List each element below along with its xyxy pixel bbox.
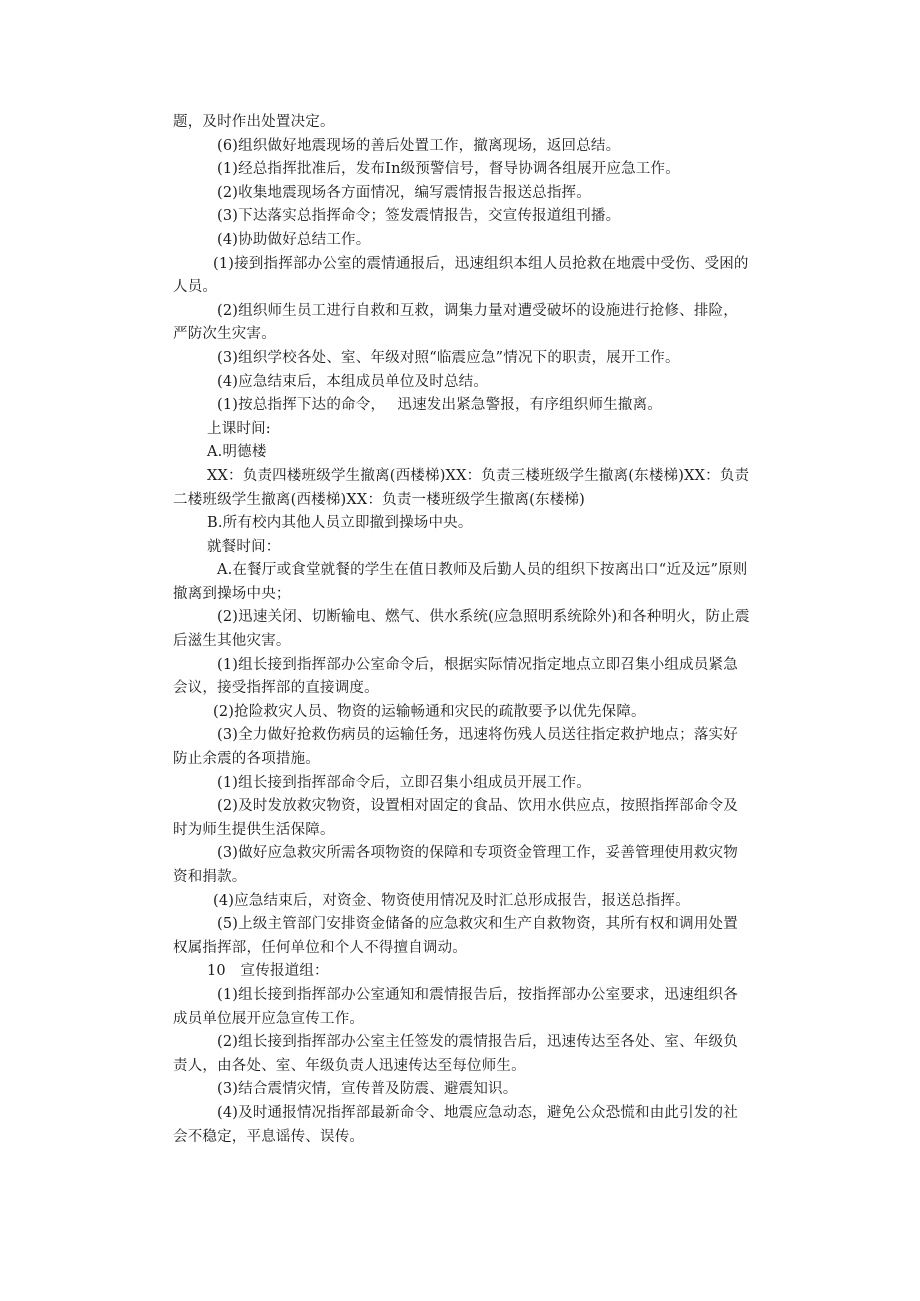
- paragraph: (4)协助做好总结工作。: [217, 231, 371, 248]
- paragraph: (2)组长接到指挥部办公室主任签发的震情报告后，迅速传达至各处、室、年级负责人，由各处、室、年级负责人迅速传达至每位师生。: [173, 1034, 738, 1074]
- paragraph: (2)及时发放救灾物资，设置相对固定的食品、饮用水供应点，按照指挥部命令及时为师生提供生活保障。: [173, 798, 738, 838]
- paragraph: (2)迅速关闭、切断输电、燃气、供水系统(应急照明系统除外)和各种明火，防止震后滋生其他灾害。: [173, 609, 750, 650]
- section-label-meal-time: 就餐时间：: [207, 538, 281, 555]
- paragraph: (3)结合震情灾情，宣传普及防震、避震知识。: [217, 1081, 518, 1098]
- paragraph-continuation: 题，及时作出处置决定。: [173, 114, 335, 130]
- paragraph-evacuation-duties: XX：负责四楼班级学生撤离(西楼梯)XX：负责三楼班级学生撤离(东楼梯)XX：负责二楼班级学生撤离(西楼梯)XX：负责一楼班级学生撤离(东楼梯): [173, 467, 750, 508]
- paragraph: (2)组织师生员工进行自救和互救，调集力量对遭受破坏的设施进行抢修、排险，严防次生灾害。: [173, 302, 738, 343]
- paragraph: (5)上级主管部门安排资金储备的应急救灾和生产自救物资，其所有权和调用处置权属指挥部，任何单位和个人不得擅自调动。: [173, 916, 738, 956]
- paragraph: (6)组织做好地震现场的善后处置工作，撤离现场，返回总结。: [217, 137, 621, 154]
- paragraph: (4)应急结束后，本组成员单位及时总结。: [217, 373, 489, 390]
- paragraph: (2)收集地震现场各方面情况，编写震情报告报送总指挥。: [217, 184, 591, 201]
- building-label: A.明德楼: [207, 444, 267, 461]
- section-label-class-time: 上课时间:: [207, 420, 271, 437]
- paragraph: (3)全力做好抢救伤病员的运输任务，迅速将伤残人员送往指定救护地点；落实好防止余震的各项措施。: [173, 727, 738, 768]
- document-body: [173, 111, 751, 1149]
- paragraph: (4)及时通报情况指挥部最新命令、地震应急动态，避免公众恐慌和由此引发的社会不稳定，平息谣传、误传。: [173, 1104, 738, 1145]
- paragraph: (4)应急结束后，对资金、物资使用情况及时汇总形成报告，报送总指挥。: [213, 892, 690, 909]
- paragraph: (1)组长接到指挥部命令后，立即召集小组成员开展工作。: [217, 774, 591, 791]
- paragraph: (3)做好应急救灾所需各项物资的保障和专项资金管理工作，妥善管理使用救灾物资和捐款。: [173, 845, 738, 885]
- paragraph: (1)组长接到指挥部办公室通知和震情报告后，按指挥部办公室要求，迅速组织各成员单位展开应急宣传工作。: [173, 986, 738, 1027]
- paragraph: (1)按总指挥下达的命令， 迅速发出紧急警报，有序组织师生撤离。: [217, 397, 662, 414]
- paragraph: B.所有校内其他人员立即撤到操场中央。: [207, 515, 473, 532]
- section-heading-publicity: 10 宣传报道组：: [207, 963, 329, 980]
- paragraph: (1)经总指挥批准后，发布In级预警信号，督导协调各组展开应急工作。: [217, 161, 680, 178]
- paragraph: (1)接到指挥部办公室的震情通报后，迅速组织本组人员抢救在地震中受伤、受困的人员。: [173, 255, 749, 296]
- paragraph: (2)抢险救灾人员、物资的运输畅通和灾民的疏散要予以优先保障。: [213, 703, 646, 720]
- paragraph: (3)组织学校各处、室、年级对照“临震应急”情况下的职责，展开工作。: [217, 349, 680, 366]
- paragraph: A.在餐厅或食堂就餐的学生在值日教师及后勤人员的组织下按离出口“近及远”原则撤离到操场中央；: [173, 562, 748, 602]
- paragraph: (3)下达落实总指挥命令；签发震情报告，交宣传报道组刊播。: [217, 208, 621, 225]
- paragraph: (1)组长接到指挥部办公室命令后，根据实际情况指定地点立即召集小组成员紧急会议，接受指挥部的直接调度。: [173, 656, 738, 697]
